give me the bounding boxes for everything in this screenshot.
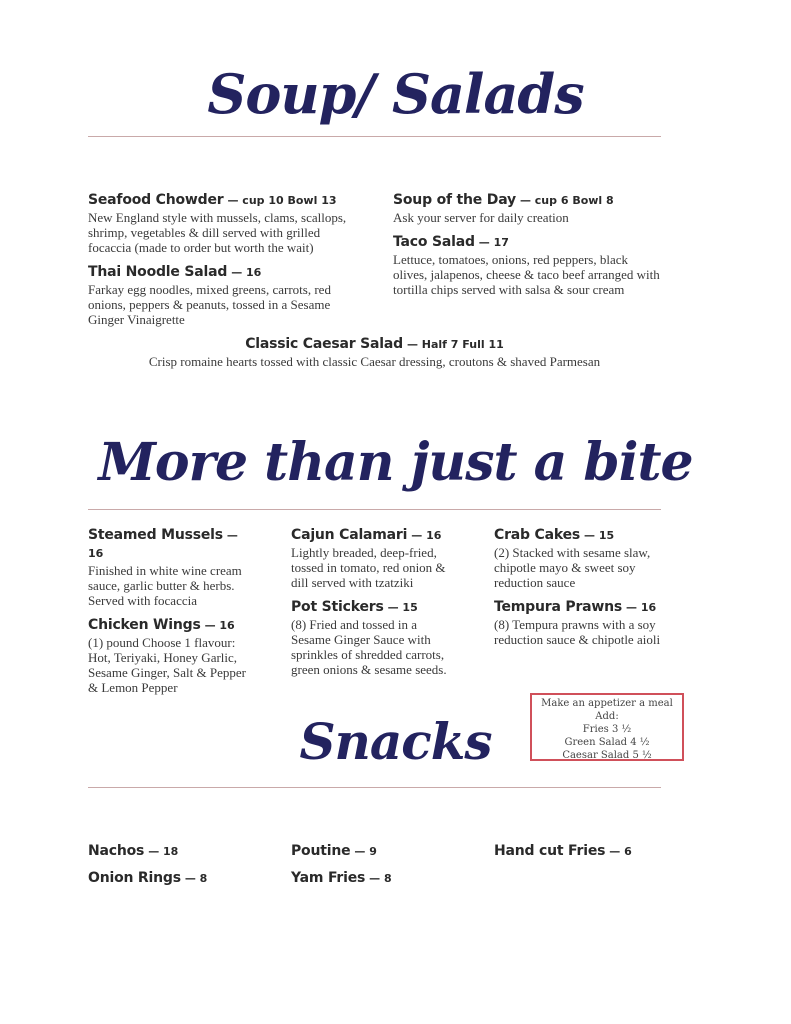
- item-price: — 6: [609, 845, 632, 858]
- menu-item: [88, 335, 661, 369]
- item-name: Cajun Calamari: [291, 527, 408, 543]
- item-description: Lettuce, tomatoes, onions, red peppers, black olives, jalapenos, cheese & taco beef arranged with tortilla chips served with salsa & sour cream: [393, 252, 660, 297]
- item-name: Pot Stickers: [291, 599, 384, 615]
- item-name: Chicken Wings: [88, 617, 201, 633]
- promo-line: Make an appetizer a meal: [541, 698, 673, 709]
- item-description: Farkay egg noodles, mixed greens, carrots, red onions, peppers & peanuts, tossed in a Sesame Ginger Vinaigrette: [88, 282, 331, 327]
- section-title-snacks: Snacks: [299, 712, 492, 771]
- menu-item: [88, 869, 207, 887]
- item-description: New England style with mussels, clams, scallops, shrimp, vegetables & dill served with grilled focaccia (made to order but worth the wait): [88, 210, 347, 255]
- menu-item: [88, 191, 353, 255]
- menu-item: [88, 616, 253, 695]
- menu-item: [393, 191, 663, 225]
- menu-item: [393, 233, 663, 297]
- item-name: Seafood Chowder: [88, 192, 224, 208]
- item-description: (1) pound Choose 1 flavour: Hot, Teriyaki, Honey Garlic, Sesame Ginger, Salt & Pepper & Lemon Pepper: [88, 635, 246, 695]
- divider: [88, 509, 661, 510]
- item-price: — 17: [478, 236, 509, 249]
- item-description: Ask your server for daily creation: [393, 210, 569, 225]
- item-name: Yam Fries: [291, 870, 366, 886]
- promo-line: Caesar Salad 5 ½: [562, 750, 652, 761]
- item-name: Hand cut Fries: [494, 843, 606, 859]
- item-price: — Half 7 Full 11: [406, 338, 504, 351]
- item-description: Crisp romaine hearts tossed with classic Caesar dressing, croutons & shaved Parmesan: [148, 354, 601, 369]
- item-description: (8) Tempura prawns with a soy reduction sauce & chipotle aioli: [494, 617, 661, 647]
- item-price: — 16: [626, 601, 657, 614]
- item-name: Nachos: [88, 843, 145, 859]
- item-description: Finished in white wine cream sauce, garlic butter & herbs. Served with focaccia: [88, 563, 242, 608]
- item-price: — 16: [411, 529, 442, 542]
- item-name: Classic Caesar Salad: [245, 336, 403, 352]
- menu-item: [291, 869, 392, 887]
- item-price: — 8: [369, 872, 392, 885]
- menu-item: [88, 263, 353, 327]
- section-title-bites: More than just a bite: [98, 432, 693, 493]
- menu-item: [88, 526, 253, 608]
- item-name: Soup of the Day: [393, 192, 516, 208]
- menu-item: [494, 842, 632, 860]
- menu-item: [291, 842, 377, 860]
- menu-item: [494, 598, 664, 647]
- item-name: Thai Noodle Salad: [88, 264, 228, 280]
- section-title-soup-salads: Soup/ Salads: [207, 62, 584, 126]
- item-price: — 18: [148, 845, 179, 858]
- item-description: (8) Fried and tossed in a Sesame Ginger Sauce with sprinkles of shredded carrots, green onions & sesame seeds.: [291, 617, 447, 677]
- promo-line: Add:: [595, 711, 619, 722]
- promo-line: Green Salad 4 ½: [564, 737, 650, 748]
- item-price: — 9: [354, 845, 377, 858]
- item-name: Tempura Prawns: [494, 599, 623, 615]
- menu-item: [88, 842, 178, 860]
- item-name: Crab Cakes: [494, 527, 581, 543]
- item-price: — 15: [387, 601, 418, 614]
- item-name: Taco Salad: [393, 234, 475, 250]
- promo-line: Fries 3 ½: [582, 724, 632, 735]
- item-price: — 16: [204, 619, 235, 632]
- item-price: — cup 10 Bowl 13: [227, 194, 337, 207]
- menu-item: [494, 526, 664, 590]
- item-price: — 16: [231, 266, 262, 279]
- item-price: — 8: [184, 872, 208, 885]
- item-name: Onion Rings: [88, 870, 181, 886]
- item-description: Lightly breaded, deep-fried, tossed in tomato, red onion & dill served with tzatziki: [291, 545, 446, 590]
- item-description: (2) Stacked with sesame slaw, chipotle mayo & sweet soy reduction sauce: [494, 545, 651, 590]
- menu-item: [291, 526, 456, 590]
- menu-item: [291, 598, 456, 677]
- item-price: — cup 6 Bowl 8: [519, 194, 614, 207]
- item-name: Steamed Mussels: [88, 527, 223, 543]
- item-name: Poutine: [291, 843, 351, 859]
- item-price: — 15: [584, 529, 615, 542]
- item-price: — 16: [88, 529, 238, 560]
- divider: [88, 787, 661, 788]
- divider: [88, 136, 661, 137]
